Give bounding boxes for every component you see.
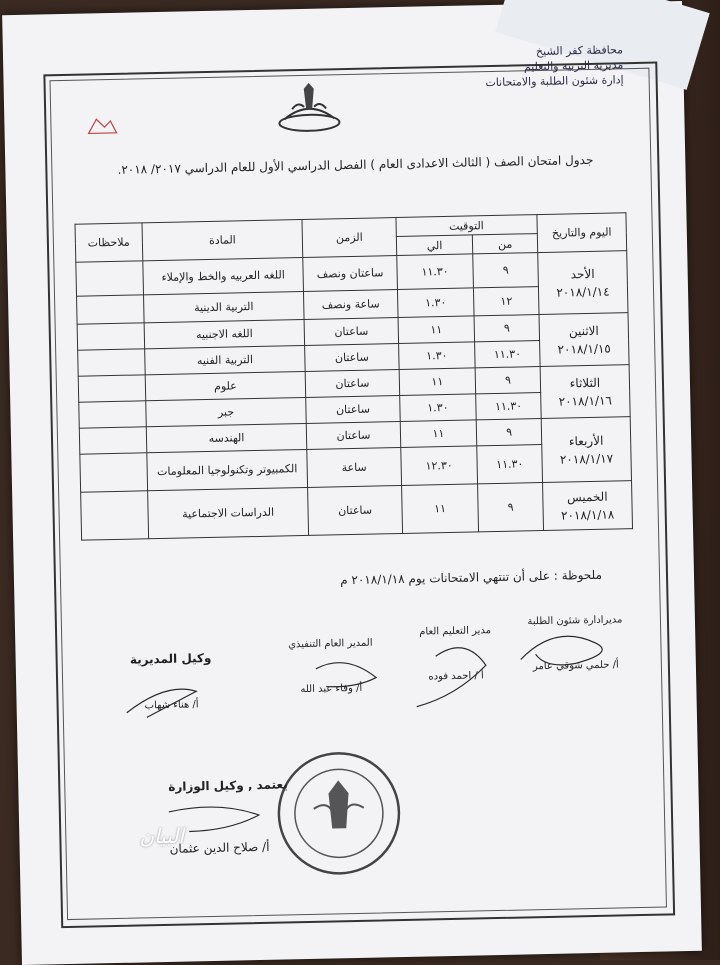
signature-name: أ/ وفاء عبد الله <box>300 682 363 696</box>
duration-cell: ساعتان <box>305 344 399 372</box>
day-name: الأحد <box>570 266 595 281</box>
from-cell: ١٢ <box>474 287 539 316</box>
duration-cell: ساعتان <box>304 318 398 346</box>
to-cell: ١١.٣٠ <box>396 254 473 290</box>
header-duration: الزمن <box>302 218 396 258</box>
governorate-label: محافظة كفر الشيخ <box>535 43 624 59</box>
subject-cell: التربية الدينية <box>143 291 304 322</box>
to-cell: ١٢.٣٠ <box>400 446 478 486</box>
to-cell: ١.٣٠ <box>399 394 476 422</box>
subject-cell: الدراسات الاجتماعية <box>147 487 309 538</box>
day-date: ٢٠١٨/١/١٥ <box>557 341 611 357</box>
page-title: جدول امتحان الصف ( الثالث الاعدادى العام ) الفصل الدراسي الأول للعام الدراسي ٢٠١٧/ ٢٠١٨. <box>117 152 594 177</box>
signature-name: أ / احمد فوده <box>428 670 484 683</box>
duration-cell: ساعتان <box>306 369 400 397</box>
day-date: ٢٠١٨/١/١٤ <box>556 284 610 300</box>
to-cell: ١.٣٠ <box>398 342 475 370</box>
duration-cell: ساعة ونصف <box>304 290 398 320</box>
signature-name: أ/ حلمي شوقي عامر <box>532 659 619 673</box>
day-name: الثلاثاء <box>569 375 601 390</box>
header-subject: المادة <box>142 219 304 260</box>
header-day-date: اليوم والتاريخ <box>537 213 627 253</box>
subject-cell: جبر <box>145 397 306 426</box>
to-cell: ١١ <box>400 420 477 448</box>
signature-name: أ/ هناء شهاب <box>144 699 199 712</box>
to-cell: ١١ <box>399 368 476 396</box>
department-label: إدارة شئون الطلبة والامتحانات <box>485 73 624 90</box>
subject-cell: الهندسه <box>146 423 307 452</box>
subject-cell: التربية الفنيه <box>144 345 305 374</box>
directorate-label: مديرية التربية والتعليم <box>523 58 624 74</box>
day-name: الخميس <box>566 489 608 504</box>
from-cell: ٩ <box>476 367 541 394</box>
to-cell: ١١ <box>401 484 479 534</box>
from-cell: ٩ <box>477 419 542 446</box>
signature-title: وكيل المديرية <box>129 650 212 667</box>
signature-title: مدير التعليم العام <box>419 625 492 638</box>
to-cell: ١١ <box>398 316 475 344</box>
to-cell: ١.٣٠ <box>397 288 474 318</box>
duration-cell: ساعتان <box>306 395 400 423</box>
duration-cell: ساعتان <box>307 421 401 449</box>
subject-cell: اللغه الاجنبيه <box>144 319 305 348</box>
header-to: الي <box>396 235 473 256</box>
from-cell: ٩ <box>474 315 539 342</box>
subject-cell: علوم <box>145 371 306 400</box>
day-name: الاثنين <box>568 323 599 338</box>
header-from: من <box>473 234 538 254</box>
signature-title: المدير العام التنفيذي <box>288 637 373 651</box>
day-name: الأربعاء <box>568 433 604 448</box>
header-notes: ملاحظات <box>75 223 142 262</box>
duration-cell: ساعة <box>307 447 401 487</box>
subject-cell: الكمبيوتر وتكنولوجيا المعلومات <box>146 449 308 490</box>
exam-schedule-paper <box>2 1 702 965</box>
subject-cell: اللغه العربيه والخط والإملاء <box>142 257 303 294</box>
day-date: ٢٠١٨/١/١٧ <box>559 451 614 467</box>
header-timing: التوقيت <box>396 215 538 237</box>
approval-name: أ/ صلاح الدين عثمان <box>169 839 270 856</box>
from-cell: ٩ <box>478 483 544 532</box>
watermark-logo: البيان <box>139 823 185 849</box>
approval-label: يعتمد , وكيل الوزارة <box>168 777 288 794</box>
duration-cell: ساعتان <box>308 485 402 535</box>
official-seal-stamp <box>273 747 406 880</box>
duration-cell: ساعتان ونصف <box>303 256 397 292</box>
from-cell: ٩ <box>473 253 538 288</box>
footnote: ملحوظة : على أن تنتهي الامتحانات يوم ٢٠١٨/١/١٨ م <box>340 567 603 588</box>
day-date: ٢٠١٨/١/١٨ <box>560 507 615 523</box>
day-date: ٢٠١٨/١/١٦ <box>558 393 613 409</box>
from-cell: ١١.٣٠ <box>475 341 540 368</box>
signature-title: مديرادارة شئون الطلبة <box>527 614 623 628</box>
from-cell: ١١.٣٠ <box>476 393 541 420</box>
from-cell: ١١.٣٠ <box>477 445 542 484</box>
